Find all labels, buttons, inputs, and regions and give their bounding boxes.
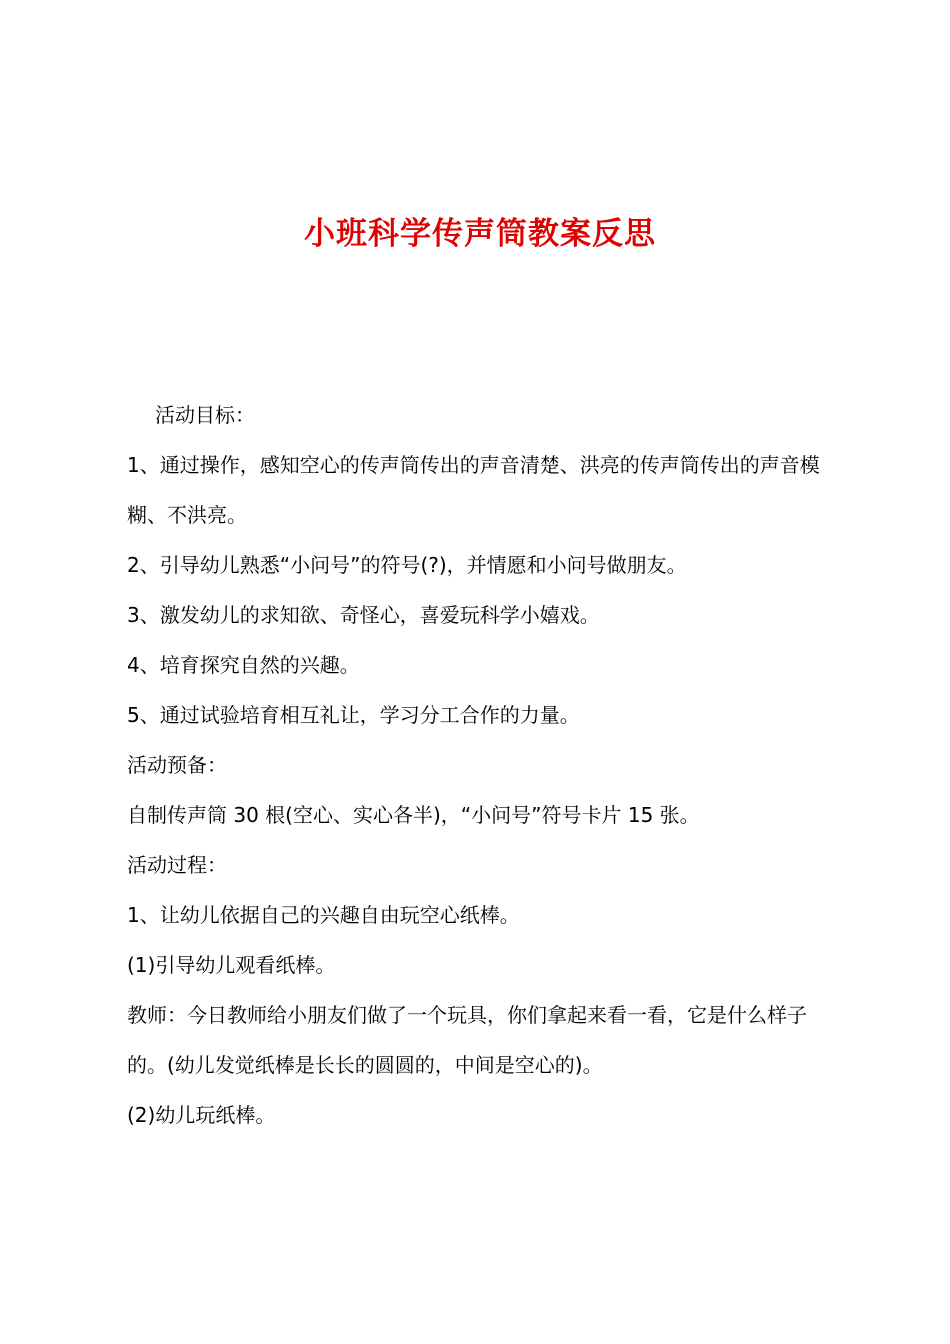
- section-heading-process: 活动过程：: [127, 853, 227, 877]
- paragraph: 5、通过试验培育相互礼让，学习分工合作的力量。: [127, 703, 580, 727]
- paragraph: 1、通过操作，感知空心的传声筒传出的声音清楚、洪亮的传声筒传出的声音模糊、不洪亮。: [127, 453, 820, 527]
- document-body: [127, 390, 837, 1140]
- section-heading-goals: 活动目标：: [155, 403, 255, 427]
- paragraph: 4、培育探究自然的兴趣。: [127, 653, 360, 677]
- paragraph: 自制传声筒 30 根(空心、实心各半)，“小问号”符号卡片 15 张。: [127, 803, 700, 827]
- paragraph: (2)幼儿玩纸棒。: [127, 1103, 276, 1127]
- paragraph: 教师：今日教师给小朋友们做了一个玩具，你们拿起来看一看，它是什么样子的。(幼儿发觉纸棒是长长的圆圆的，中间是空心的)。: [127, 1003, 807, 1077]
- paragraph: 1、让幼儿依据自己的兴趣自由玩空心纸棒。: [127, 903, 520, 927]
- section-heading-preparation: 活动预备：: [127, 753, 227, 777]
- paragraph: 2、引导幼儿熟悉“小问号”的符号(?)，并情愿和小问号做朋友。: [127, 553, 687, 577]
- paragraph: 3、激发幼儿的求知欲、奇怪心，喜爱玩科学小嬉戏。: [127, 603, 600, 627]
- paragraph: (1)引导幼儿观看纸棒。: [127, 953, 336, 977]
- document-title: 小班科学传声筒教案反思: [304, 216, 656, 252]
